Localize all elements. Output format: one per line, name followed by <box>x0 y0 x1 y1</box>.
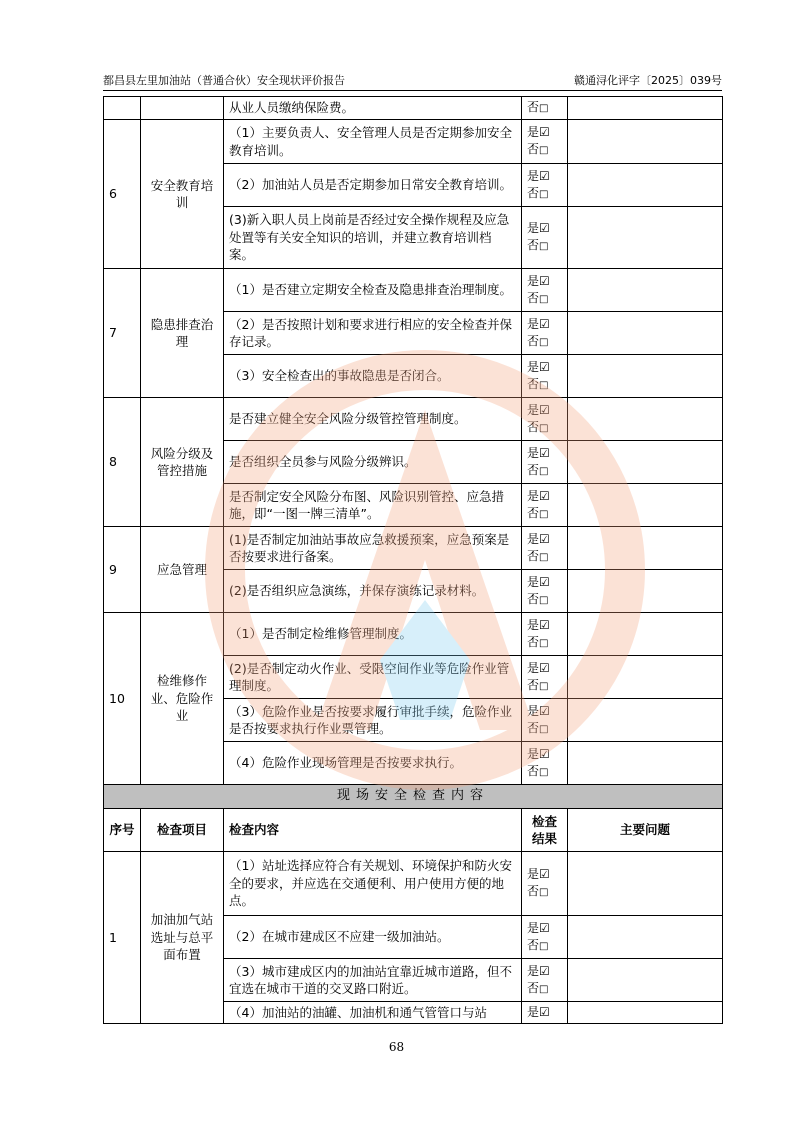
column-header-row <box>104 809 723 852</box>
issue-cell <box>568 527 723 570</box>
result-cell: 是 ☑ 否 □ <box>522 355 568 398</box>
content-cell: 是否组织全员参与风险分级辨识。 <box>224 441 522 484</box>
issue-cell <box>568 699 723 742</box>
checkbox-unchecked-icon[interactable] <box>539 238 548 252</box>
result-cell: 是 ☑ <box>522 1002 568 1024</box>
checkbox-checked-icon[interactable] <box>539 446 550 460</box>
issue-cell <box>568 164 723 207</box>
result-cell: 是 ☑ 否 □ <box>522 441 568 484</box>
column-header-seq: 序号 <box>104 809 141 852</box>
result-cell: 是 ☑ 否 □ <box>522 742 568 785</box>
table-row <box>104 120 723 164</box>
item-cell: 应急管理 <box>141 527 224 613</box>
checkbox-checked-icon[interactable] <box>539 532 550 546</box>
checkbox-unchecked-icon[interactable] <box>539 884 548 898</box>
issue-cell <box>568 1002 723 1024</box>
content-cell: （3）城市建成区内的加油站宜靠近城市道路，但不宜选在城市干道的交叉路口附近。 <box>224 959 522 1002</box>
content-cell: （1）是否建立定期安全检查及隐患排查治理制度。 <box>224 269 522 312</box>
issue-cell <box>568 312 723 355</box>
seq-cell: 10 <box>104 613 141 785</box>
column-header-result: 检查结果 <box>522 809 568 852</box>
item-cell: 风险分级及管控措施 <box>141 398 224 527</box>
seq-cell <box>104 97 141 120</box>
column-header-item: 检查项目 <box>141 809 224 852</box>
checkbox-unchecked-icon[interactable] <box>539 549 548 563</box>
issue-cell <box>568 355 723 398</box>
section-title: 现场安全检查内容 <box>104 785 723 809</box>
result-cell: 是 ☑ 否 □ <box>522 164 568 207</box>
result-cell: 是 ☑ 否 □ <box>522 852 568 916</box>
checkbox-unchecked-icon[interactable] <box>539 981 548 995</box>
checkbox-checked-icon[interactable] <box>539 1005 550 1019</box>
checkbox-unchecked-icon[interactable] <box>539 100 548 114</box>
checkbox-unchecked-icon[interactable] <box>539 764 548 778</box>
checkbox-checked-icon[interactable] <box>539 618 550 632</box>
checkbox-checked-icon[interactable] <box>539 274 550 288</box>
column-header-issue: 主要问题 <box>568 809 723 852</box>
item-cell: 加油加气站选址与总平面布置 <box>141 852 224 1024</box>
content-cell: （2）在城市建成区不应建一级加油站。 <box>224 916 522 959</box>
table-row <box>104 269 723 312</box>
section-header-row <box>104 785 723 809</box>
checkbox-unchecked-icon[interactable] <box>539 721 548 735</box>
checkbox-unchecked-icon[interactable] <box>539 420 548 434</box>
seq-cell: 8 <box>104 398 141 527</box>
checkbox-checked-icon[interactable] <box>539 403 550 417</box>
seq-cell: 7 <box>104 269 141 398</box>
result-cell: 是 ☑ 否 □ <box>522 207 568 269</box>
content-cell: （1）是否制定检维修管理制度。 <box>224 613 522 656</box>
content-cell: (1)是否制定加油站事故应急救援预案，应急预案是否按要求进行备案。 <box>224 527 522 570</box>
checkbox-checked-icon[interactable] <box>539 964 550 978</box>
checkbox-unchecked-icon[interactable] <box>539 377 548 391</box>
item-cell: 检维修作业、危险作业 <box>141 613 224 785</box>
checkbox-unchecked-icon[interactable] <box>539 463 548 477</box>
checkbox-checked-icon[interactable] <box>539 661 550 675</box>
table-row <box>104 852 723 916</box>
content-cell: （3）安全检查出的事故隐患是否闭合。 <box>224 355 522 398</box>
content-cell: （4）危险作业现场管理是否按要求执行。 <box>224 742 522 785</box>
checkbox-checked-icon[interactable] <box>539 921 550 935</box>
result-cell: 否 □ <box>522 97 568 120</box>
report-number: 赣通浔化评字〔2025〕039号 <box>574 74 722 87</box>
checkbox-unchecked-icon[interactable] <box>539 142 548 156</box>
content-cell: 是否建立健全安全风险分级管控管理制度。 <box>224 398 522 441</box>
page-number: 68 <box>388 1040 405 1054</box>
checkbox-checked-icon[interactable] <box>539 867 550 881</box>
issue-cell <box>568 207 723 269</box>
issue-cell <box>568 570 723 613</box>
issue-cell <box>568 441 723 484</box>
checkbox-unchecked-icon[interactable] <box>539 506 548 520</box>
seq-cell: 6 <box>104 120 141 269</box>
issue-cell <box>568 120 723 164</box>
checkbox-unchecked-icon[interactable] <box>539 635 548 649</box>
checkbox-checked-icon[interactable] <box>539 125 550 139</box>
page-header <box>103 72 722 90</box>
content-cell: （2）加油站人员是否定期参加日常安全教育培训。 <box>224 164 522 207</box>
result-cell: 是 ☑ 否 □ <box>522 959 568 1002</box>
content-cell: 是否制定安全风险分布图、风险识别管控、应急措施，即“一图一牌三清单”。 <box>224 484 522 527</box>
issue-cell <box>568 742 723 785</box>
content-cell: (2)是否制定动火作业、受限空间作业等危险作业管理制度。 <box>224 656 522 699</box>
checkbox-checked-icon[interactable] <box>539 360 550 374</box>
result-cell: 是 ☑ 否 □ <box>522 656 568 699</box>
checkbox-unchecked-icon[interactable] <box>539 678 548 692</box>
issue-cell <box>568 398 723 441</box>
issue-cell <box>568 916 723 959</box>
content-cell: （2）是否按照计划和要求进行相应的安全检查并保存记录。 <box>224 312 522 355</box>
checkbox-checked-icon[interactable] <box>539 169 550 183</box>
content-cell: （3）危险作业是否按要求履行审批手续，危险作业是否按要求执行作业票管理。 <box>224 699 522 742</box>
item-cell: 隐患排查治理 <box>141 269 224 398</box>
column-header-content: 检查内容 <box>224 809 522 852</box>
issue-cell <box>568 97 723 120</box>
result-cell: 是 ☑ 否 □ <box>522 699 568 742</box>
checkbox-unchecked-icon[interactable] <box>539 592 548 606</box>
content-cell: 从业人员缴纳保险费。 <box>224 97 522 120</box>
content-cell: （1）站址选择应符合有关规划、环境保护和防火安全的要求，并应选在交通便利、用户使用方便的地点。 <box>224 852 522 916</box>
checkbox-checked-icon[interactable] <box>539 317 550 331</box>
content-cell: （1）主要负责人、安全管理人员是否定期参加安全教育培训。 <box>224 120 522 164</box>
result-cell: 是 ☑ 否 □ <box>522 120 568 164</box>
result-cell: 是 ☑ 否 □ <box>522 269 568 312</box>
result-cell: 是 ☑ 否 □ <box>522 312 568 355</box>
seq-cell: 1 <box>104 852 141 1024</box>
content-cell: （4）加油站的油罐、加油机和通气管管口与站 <box>224 1002 522 1024</box>
checkbox-checked-icon[interactable] <box>539 704 550 718</box>
header-divider <box>103 90 722 91</box>
table-row <box>104 613 723 656</box>
result-cell: 是 ☑ 否 □ <box>522 398 568 441</box>
table-row <box>104 398 723 441</box>
checkbox-unchecked-icon[interactable] <box>539 334 548 348</box>
issue-cell <box>568 656 723 699</box>
checkbox-unchecked-icon[interactable] <box>539 291 548 305</box>
checkbox-checked-icon[interactable] <box>539 221 550 235</box>
seq-cell: 9 <box>104 527 141 613</box>
result-cell: 是 ☑ 否 □ <box>522 916 568 959</box>
checklist-table <box>103 96 723 1024</box>
result-cell: 是 ☑ 否 □ <box>522 484 568 527</box>
checkbox-checked-icon[interactable] <box>539 575 550 589</box>
content-cell: (3)新入职人员上岗前是否经过安全操作规程及应急处置等有关安全知识的培训，并建立教育培训档案。 <box>224 207 522 269</box>
issue-cell <box>568 613 723 656</box>
issue-cell <box>568 484 723 527</box>
checkbox-unchecked-icon[interactable] <box>539 186 548 200</box>
issue-cell <box>568 959 723 1002</box>
item-cell <box>141 97 224 120</box>
item-cell: 安全教育培训 <box>141 120 224 269</box>
checkbox-unchecked-icon[interactable] <box>539 938 548 952</box>
content-cell: (2)是否组织应急演练，并保存演练记录材料。 <box>224 570 522 613</box>
checkbox-checked-icon[interactable] <box>539 489 550 503</box>
table-row <box>104 527 723 570</box>
issue-cell <box>568 852 723 916</box>
result-cell: 是 ☑ 否 □ <box>522 527 568 570</box>
checkbox-checked-icon[interactable] <box>539 747 550 761</box>
issue-cell <box>568 269 723 312</box>
result-cell: 是 ☑ 否 □ <box>522 613 568 656</box>
table-row <box>104 97 723 120</box>
result-cell: 是 ☑ 否 □ <box>522 570 568 613</box>
report-title: 都昌县左里加油站（普通合伙）安全现状评价报告 <box>103 74 345 87</box>
